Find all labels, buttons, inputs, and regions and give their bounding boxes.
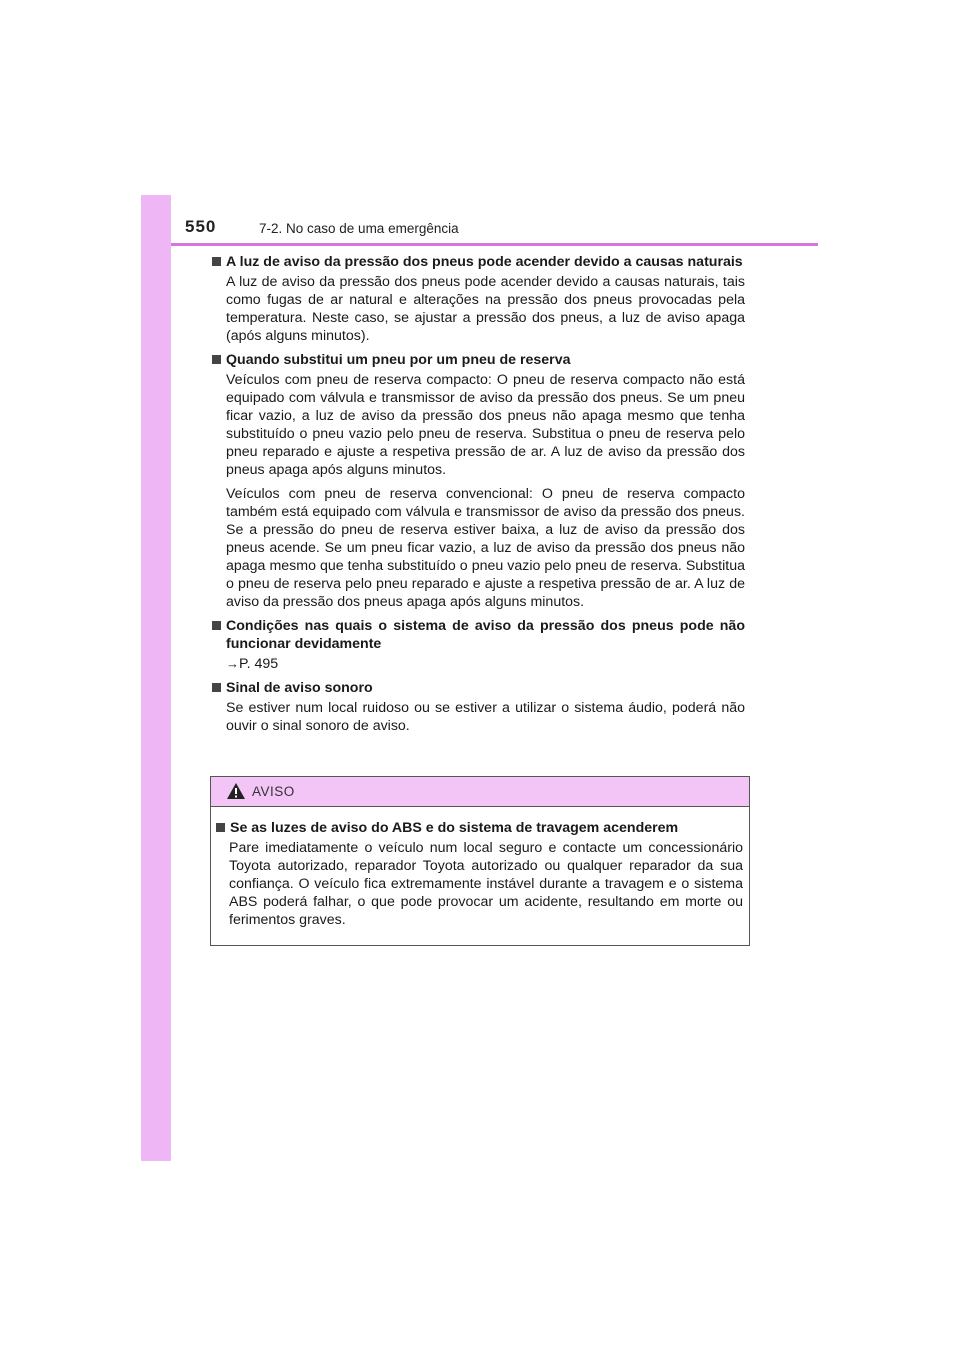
- item-warning-buzzer: [211, 679, 745, 735]
- item-malfunction-conditions: [211, 617, 745, 673]
- side-color-band: [141, 195, 171, 1161]
- main-content: [211, 253, 745, 741]
- item-spare-tire: [211, 351, 745, 611]
- page-reference-text: P. 495: [239, 656, 279, 672]
- section-title: 7-2. No caso de uma emergência: [259, 221, 459, 236]
- page-number: 550: [185, 217, 217, 236]
- warning-triangle-icon: [226, 782, 246, 800]
- warning-box: [210, 776, 750, 946]
- bullet-square-icon: [212, 621, 221, 630]
- warning-title: AVISO: [252, 784, 295, 799]
- item-paragraph: A luz de aviso da pressão dos pneus pode acender devido a causas naturais, tais como fugas de ar natural e alterações na pressão dos pneus provocadas pela temperatura. Neste caso, se ajustar a pressão dos pneus, a luz de aviso apaga (após alguns minutos).: [226, 274, 745, 344]
- bullet-square-icon: [212, 355, 221, 364]
- warning-header: [211, 777, 749, 807]
- item-heading: Quando substitui um pneu por um pneu de reserva: [226, 352, 571, 368]
- bullet-square-icon: [216, 823, 225, 832]
- bullet-square-icon: [212, 257, 221, 266]
- warning-text: Pare imediatamente o veículo num local seguro e contacte um concessionário Toyota autorizado, reparador Toyota autorizado ou qualquer reparador da sua confiança. O veículo fica extremamente instável durante a travagem e o sistema ABS poderá falhar, o que pode provocar um acidente, resultando em morte ou ferimentos graves.: [229, 840, 743, 928]
- arrow-right-icon: →: [226, 656, 239, 671]
- header-rule: [171, 243, 818, 246]
- page-header: [141, 200, 818, 248]
- item-paragraph: Veículos com pneu de reserva convencional: O pneu de reserva compacto também está equipado com válvula e transmissor de aviso da pressão dos pneus. Se a pressão do pneu de reserva estiver baixa, a luz de aviso da pressão dos pneus acende. Se um pneu ficar vazio, a luz de aviso da pressão dos pneus não apaga mesmo que tenha substituído o pneu vazio pelo pneu de reserva. Substitua o pneu de reserva pelo pneu reparado e ajuste a respetiva pressão de ar. A luz de aviso da pressão dos pneus apaga após alguns minutos.: [226, 486, 745, 610]
- item-heading: Condições nas quais o sistema de aviso da pressão dos pneus pode não funcionar devidamente: [226, 618, 745, 652]
- warning-body: [215, 819, 743, 929]
- bullet-square-icon: [212, 683, 221, 692]
- page-reference[interactable]: [226, 655, 745, 673]
- item-heading: Sinal de aviso sonoro: [226, 680, 373, 696]
- item-heading: A luz de aviso da pressão dos pneus pode acender devido a causas naturais: [226, 254, 743, 270]
- item-tpms-natural-causes: [211, 253, 745, 345]
- warning-heading: Se as luzes de aviso do ABS e do sistema de travagem acenderem: [230, 820, 679, 836]
- item-paragraph: Veículos com pneu de reserva compacto: O pneu de reserva compacto não está equipado com válvula e transmissor de aviso da pressão dos pneus. Se um pneu ficar vazio, a luz de aviso da pressão dos pneus não apaga mesmo que tenha substituído o pneu vazio pelo pneu de reserva. Substitua o pneu de reserva pelo pneu reparado e ajuste a respetiva pressão de ar. A luz de aviso da pressão dos pneus apaga após alguns minutos.: [226, 372, 745, 478]
- item-paragraph: Se estiver num local ruidoso ou se estiver a utilizar o sistema áudio, poderá não ouvir o sinal sonoro de aviso.: [226, 700, 745, 734]
